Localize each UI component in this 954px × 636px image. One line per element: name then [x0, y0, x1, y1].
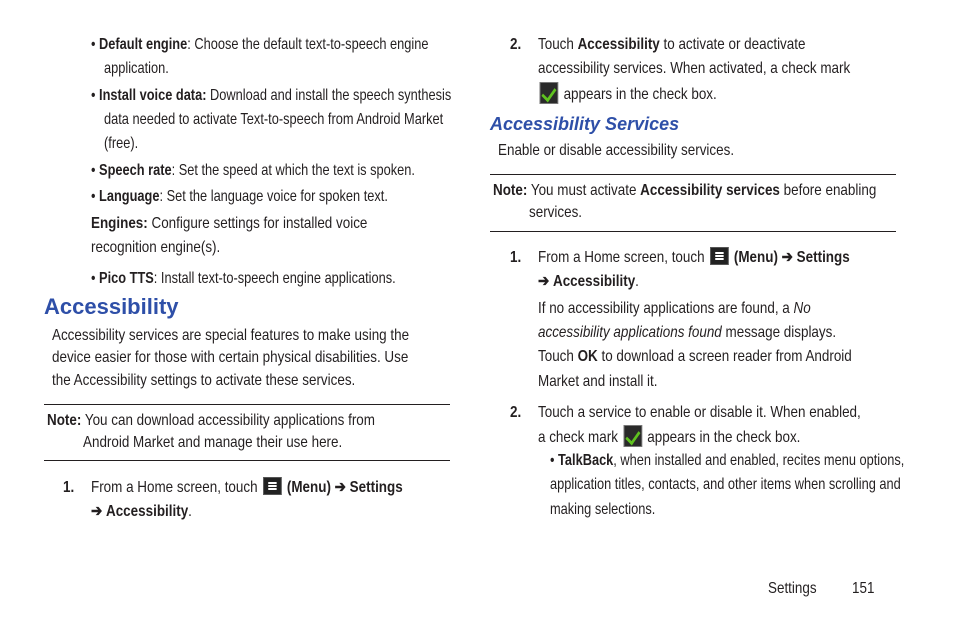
note-rule-top — [490, 174, 896, 175]
intro-line: the Accessibility settings to activate these services. — [52, 372, 356, 389]
arrow-icon: ➔ — [91, 503, 103, 520]
period: . — [188, 503, 192, 520]
note-label: Note: — [493, 182, 528, 199]
section-heading: Accessibility — [44, 294, 179, 319]
para-text: message displays. — [721, 324, 837, 341]
engines-line — [91, 212, 367, 236]
bullet-text: : Install text-to-speech engine applications. — [153, 270, 396, 287]
note-bold: Accessibility services — [640, 182, 780, 199]
step-2-line3 — [538, 82, 717, 107]
bullet-text: Set the speed at which the text is spoken. — [178, 162, 415, 179]
para-line — [538, 345, 852, 369]
para-line: Market and install it. — [538, 373, 658, 390]
menu-label: (Menu) — [733, 249, 778, 266]
bullet-language: • Language: Set the language voice for spoken text. — [91, 188, 388, 205]
bullet-text: Download and install the speech synthesis — [210, 87, 452, 104]
bullet-term: Pico TTS — [99, 270, 154, 287]
step-1-line2 — [538, 270, 639, 294]
accessibility-label: Accessibility — [577, 36, 660, 53]
arrow-icon: ➔ — [334, 479, 346, 496]
arrow-icon: ➔ — [538, 273, 550, 290]
engines-term: Engines: — [91, 215, 148, 232]
bullet-term: Speech rate — [99, 162, 172, 179]
bullet-term: Install voice data: — [99, 87, 207, 104]
step-number: 1. — [510, 249, 522, 266]
bullet-term: Language — [99, 188, 160, 205]
accessibility-label: Accessibility — [106, 503, 189, 520]
subsection-heading: Accessibility Services — [490, 114, 680, 134]
para-line — [538, 321, 836, 345]
bullet-speech-rate: • Speech rate: Set the speed at which the text is spoken. — [91, 162, 415, 179]
step-text: to activate or deactivate — [659, 36, 806, 53]
step-2-line — [538, 33, 805, 57]
bullet-term: Default engine — [99, 36, 188, 53]
menu-icon — [710, 247, 728, 265]
menu-icon — [263, 477, 281, 495]
para-line — [538, 297, 811, 321]
bullet-install-voice-data: • Install voice data: Download and install the speech synthesis — [91, 87, 452, 104]
checkbox-checked-icon — [540, 82, 558, 104]
note-rule-bottom — [44, 460, 450, 461]
step-number: 2. — [510, 404, 522, 421]
bullet-text-cont: application titles, contacts, and other items when scrolling and — [550, 476, 901, 493]
period: . — [635, 273, 639, 290]
bullet-text: Choose the default text-to-speech engine — [194, 36, 429, 53]
note-text: before enabling — [779, 182, 877, 199]
note-line — [47, 409, 375, 433]
settings-label: Settings — [349, 479, 403, 496]
bullet-sep: : — [171, 162, 179, 179]
bullet-text: Set the language voice for spoken text. — [166, 188, 388, 205]
bullet-sep: : — [159, 188, 167, 205]
bullet-text: , when installed and enabled, recites menu options, — [613, 452, 905, 469]
bullet-talkback: • TalkBack, when installed and enabled, recites menu options, — [550, 452, 905, 469]
bullet-sep: : — [187, 36, 195, 53]
note-rule-top — [44, 404, 450, 405]
bullet-pico-tts: • Pico TTS: Install text-to-speech engine applications. — [91, 270, 396, 287]
bullet-term: TalkBack — [558, 452, 614, 469]
footer-section: Settings — [768, 580, 817, 597]
step-text: a check mark — [538, 429, 618, 446]
sub-intro: Enable or disable accessibility services. — [498, 142, 735, 159]
engines-text: Configure settings for installed voice — [147, 215, 368, 232]
arrow-icon: ➔ — [781, 249, 793, 266]
para-text: If no accessibility applications are found, a — [538, 300, 794, 317]
step-text: Touch — [538, 36, 578, 53]
engines-text-cont: recognition engine(s). — [91, 239, 221, 256]
step-1-line — [91, 476, 403, 500]
step-number: 2. — [510, 36, 522, 53]
note-line — [493, 179, 876, 203]
note-label: Note: — [47, 412, 82, 429]
step-1-line — [538, 246, 850, 270]
step-text: appears in the check box. — [563, 86, 717, 103]
page-number: 151 — [852, 580, 875, 597]
bullet-text-cont: (free). — [104, 135, 139, 152]
intro-line: Accessibility services are special features to make using the — [52, 327, 410, 344]
settings-label: Settings — [796, 249, 850, 266]
note-text-cont: Android Market and manage their use here. — [83, 434, 343, 451]
para-italic: No — [793, 300, 811, 317]
accessibility-label: Accessibility — [553, 273, 636, 290]
step-text: From a Home screen, touch — [538, 249, 709, 266]
bullet-text-cont: application. — [104, 60, 169, 77]
note-text-cont: services. — [529, 204, 583, 221]
note-text: You can download accessibility applications from — [81, 412, 375, 429]
step-2b-line: Touch a service to enable or disable it. When enabled, — [538, 404, 861, 421]
note-text: You must activate — [527, 182, 641, 199]
para-text: Touch — [538, 348, 578, 365]
step-1-line2 — [91, 500, 192, 524]
step-text: appears in the check box. — [647, 429, 801, 446]
bullet-text-cont: making selections. — [550, 501, 656, 518]
bullet-text-cont: data needed to activate Text-to-speech from Android Market — [104, 111, 444, 128]
intro-line: device easier for those with certain physical disabilities. Use — [52, 349, 409, 366]
ok-label: OK — [577, 348, 598, 365]
step-text: From a Home screen, touch — [91, 479, 262, 496]
step-number: 1. — [63, 479, 75, 496]
para-italic: accessibility applications found — [538, 324, 722, 341]
step-2b-line2 — [538, 425, 800, 450]
menu-label: (Menu) — [286, 479, 331, 496]
note-rule-bottom — [490, 231, 896, 232]
bullet-default-engine: • Default engine: Choose the default text-to-speech engine — [91, 36, 429, 53]
checkbox-checked-icon — [623, 425, 641, 447]
para-text: to download a screen reader from Android — [597, 348, 852, 365]
step-2-line2: accessibility services. When activated, a check mark — [538, 60, 851, 77]
